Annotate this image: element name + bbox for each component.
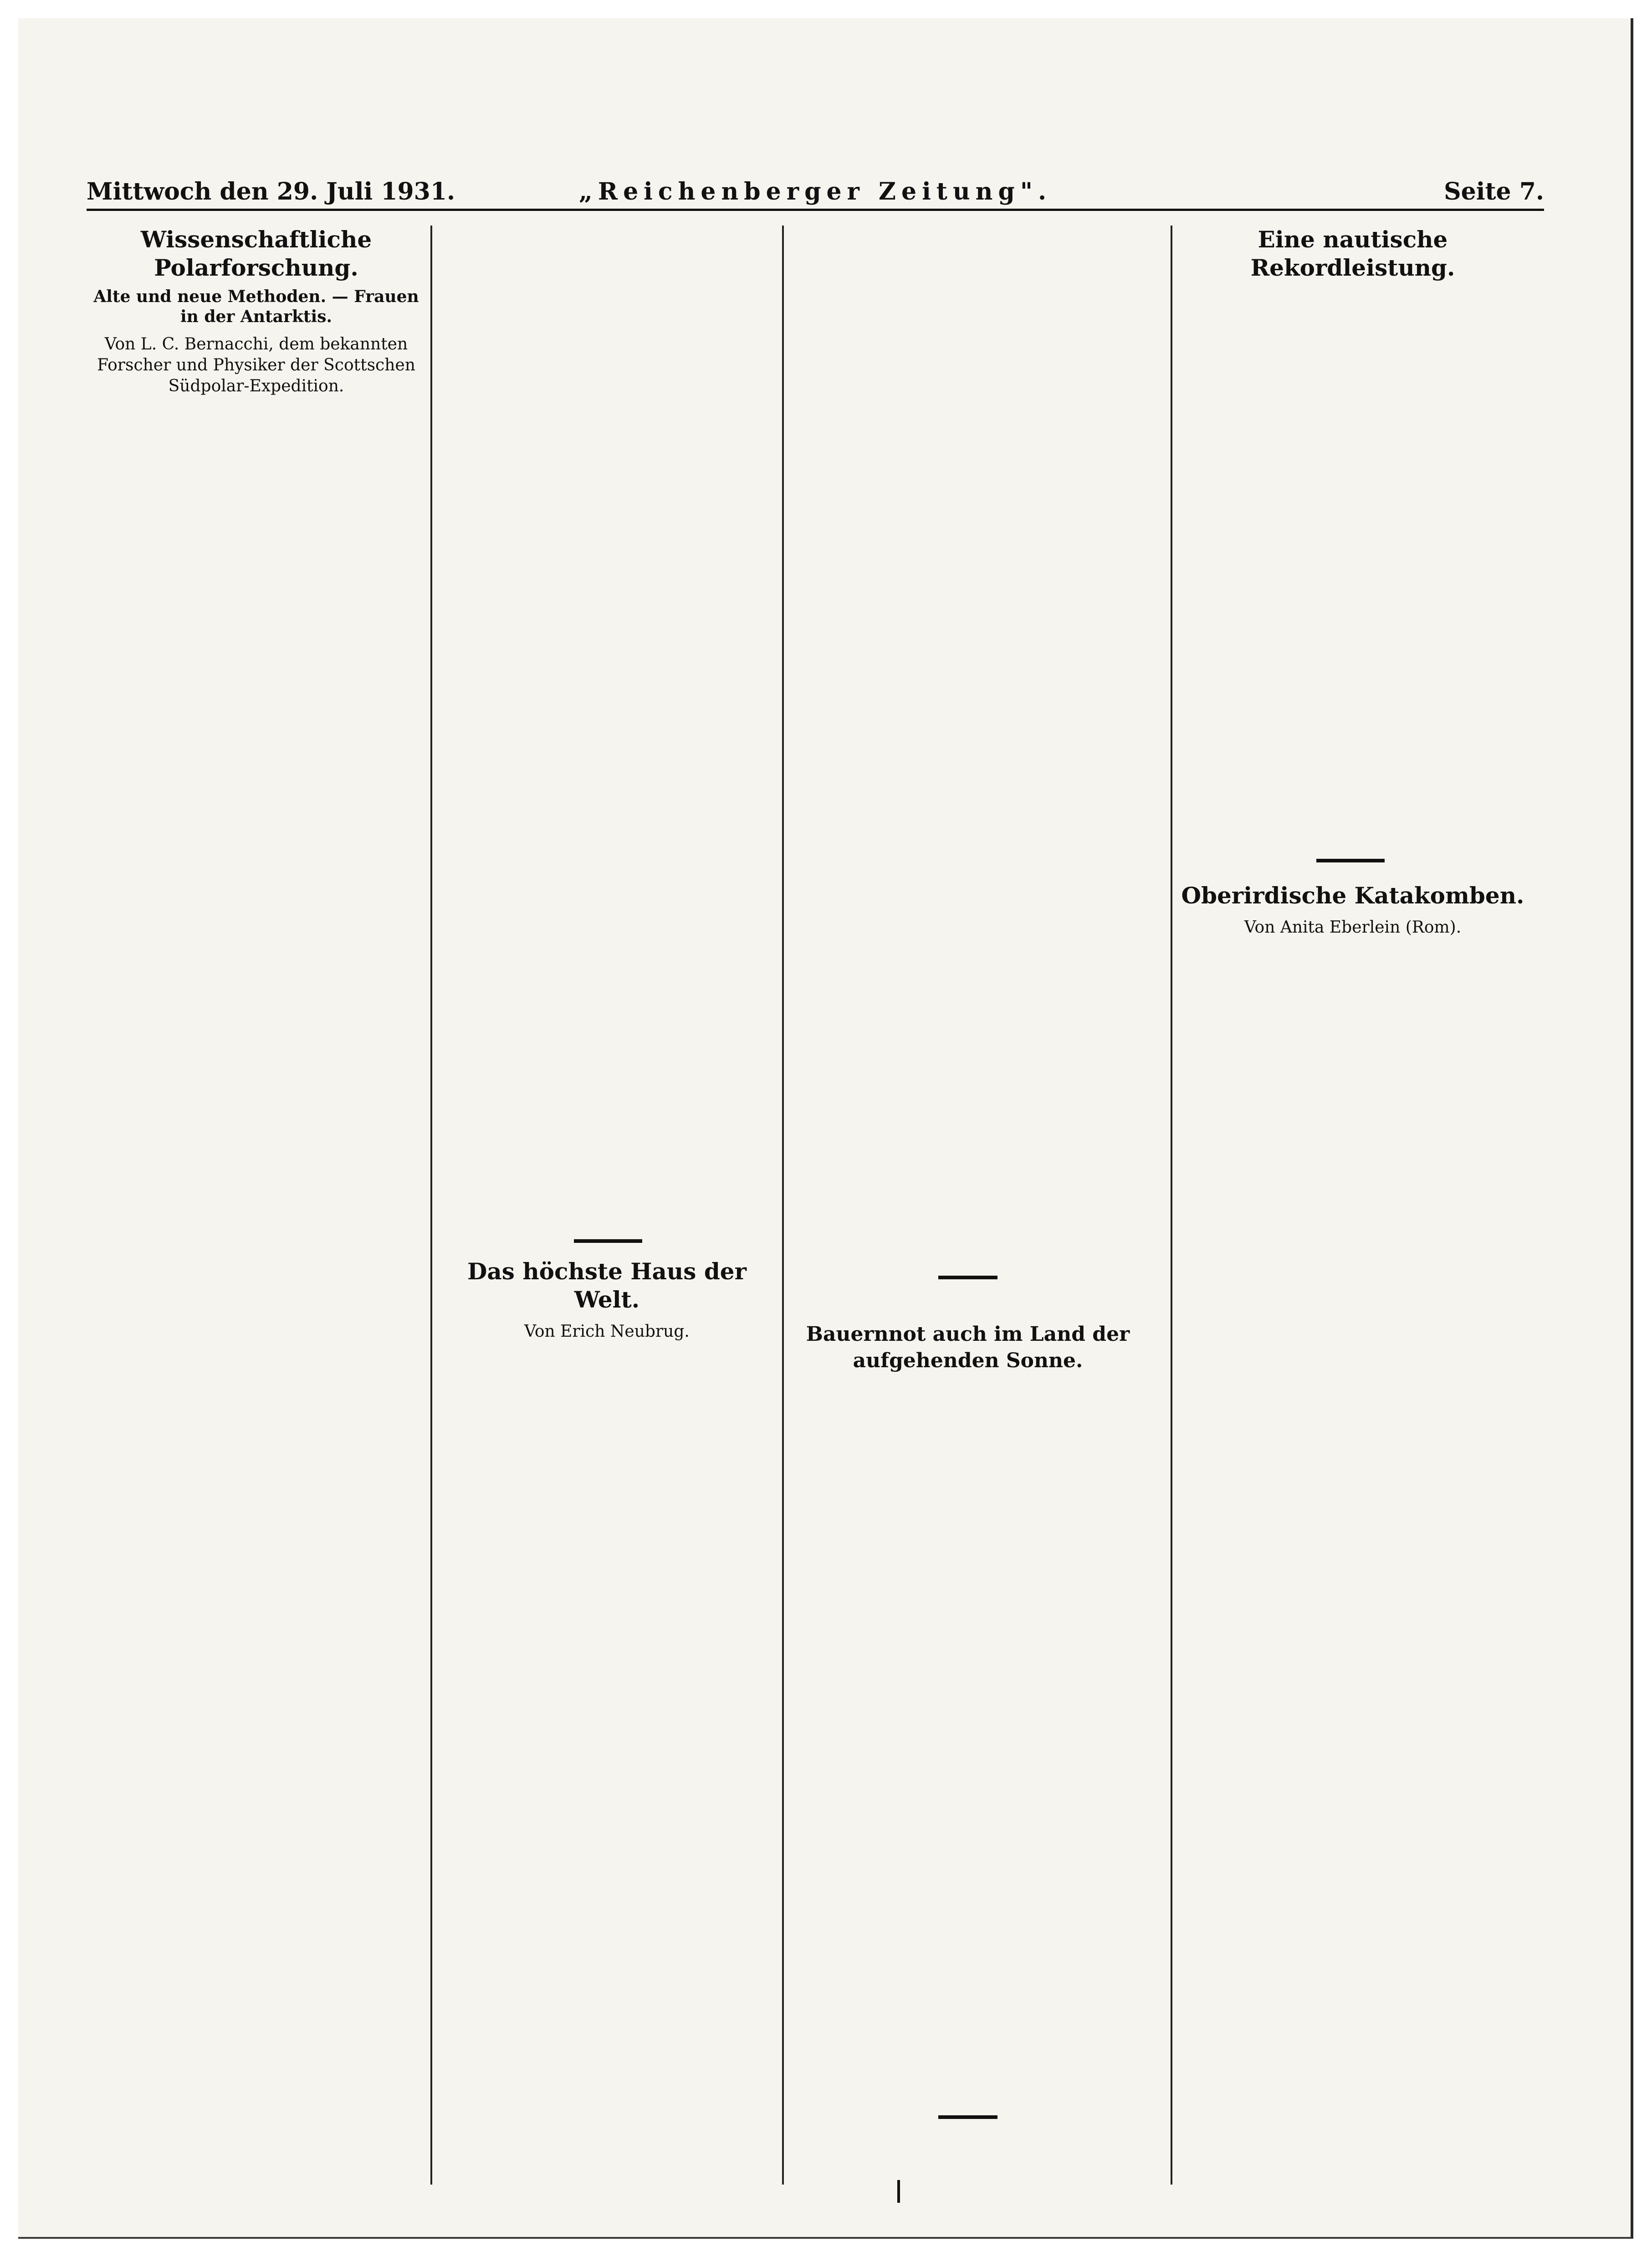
article-headline: Wissenschaftliche Polarforschung. bbox=[140, 226, 372, 281]
header-date: Mittwoch den 29. Juli 1931. bbox=[87, 178, 455, 205]
newspaper-title: „Reichenberger Zeitung". bbox=[578, 178, 1052, 205]
article-headline: Oberirdische Katakomben. bbox=[1181, 882, 1524, 909]
column-1 bbox=[87, 226, 426, 2185]
column-rule bbox=[782, 226, 784, 2185]
article-byline: Von Anita Eberlein (Rom). bbox=[1244, 918, 1462, 937]
column-3 bbox=[788, 226, 1148, 2185]
footer-mark bbox=[897, 2180, 900, 2203]
article-byline: Von Erich Neubrug. bbox=[524, 1322, 690, 1341]
column-2 bbox=[437, 226, 777, 2185]
article-hoechstes-haus bbox=[437, 1257, 777, 1351]
newspaper-page bbox=[18, 18, 1633, 2239]
article-oberirdische-katakomben bbox=[1180, 882, 1526, 947]
page-number: Seite 7. bbox=[1444, 178, 1544, 205]
column-rule bbox=[1171, 226, 1172, 2185]
column-rule bbox=[430, 226, 432, 2185]
article-headline: Eine nautische Rekordleistung. bbox=[1250, 226, 1455, 281]
article-headline: Das höchste Haus der Welt. bbox=[467, 1258, 747, 1313]
column-4 bbox=[1180, 226, 1526, 2185]
article-bauernnot bbox=[788, 1321, 1148, 1383]
article-end-rule bbox=[574, 1239, 642, 1243]
article-subhead: Alte und neue Methoden. — Frauen in der Antarktis. bbox=[93, 287, 419, 326]
article-end-rule bbox=[938, 1276, 997, 1279]
article-end-rule bbox=[1316, 859, 1385, 862]
article-nautische-rekordleistung bbox=[1180, 226, 1526, 291]
page-header bbox=[87, 163, 1544, 211]
article-headline: Bauernnot auch im Land der aufgehenden Sonne. bbox=[806, 1323, 1130, 1372]
article-byline: Von L. C. Bernacchi, dem bekannten Forscher und Physiker der Scottschen Südpolar-Expedition. bbox=[97, 335, 415, 395]
article-polarforschung bbox=[87, 226, 426, 406]
article-end-rule bbox=[938, 2115, 997, 2119]
